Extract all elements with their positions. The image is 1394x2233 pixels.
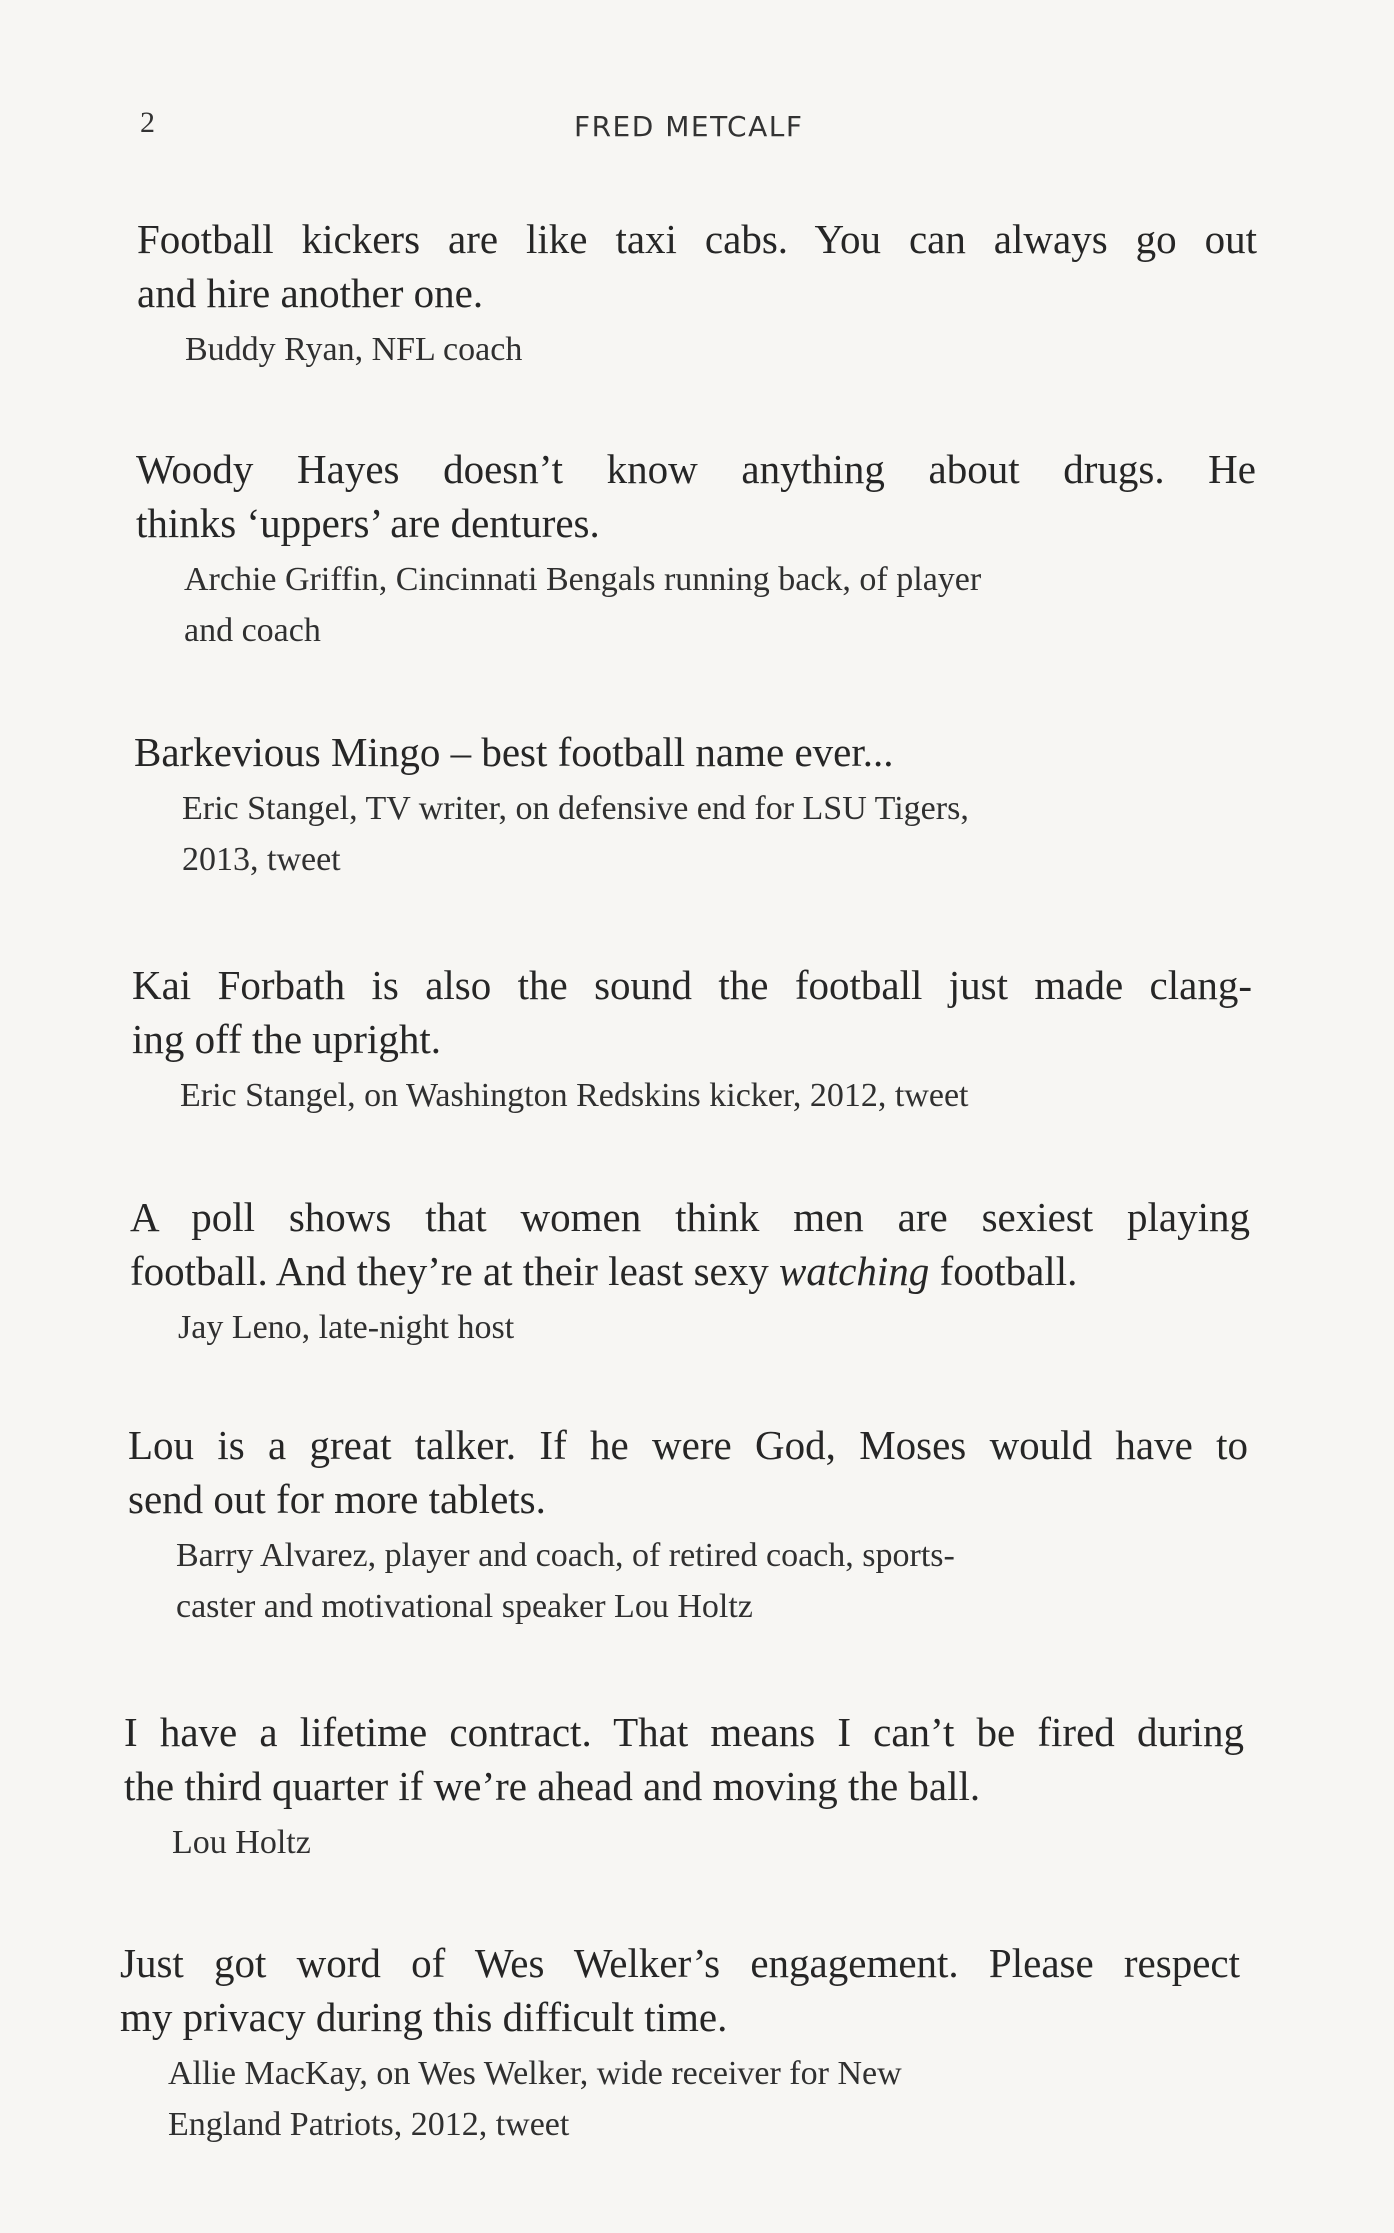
quote-attribution xyxy=(168,2048,1240,2150)
quote-line: A poll shows that women think men are sexiest playing xyxy=(130,1194,1250,1240)
quote-line: send out for more tablets. xyxy=(128,1476,546,1522)
attribution-line: Lou Holtz xyxy=(172,1824,311,1861)
quote-attribution xyxy=(182,783,1254,885)
attribution-line: Jay Leno, late-night host xyxy=(178,1309,515,1346)
quote-entry xyxy=(137,212,1257,375)
quote-entry xyxy=(124,1705,1244,1868)
attribution-line: England Patriots, 2012, tweet xyxy=(168,2106,570,2143)
quote-text xyxy=(130,1190,1250,1298)
quote-attribution xyxy=(176,1530,1248,1632)
attribution-line: Eric Stangel, on Washington Redskins kicker, 2012, tweet xyxy=(180,1077,969,1114)
attribution-line: Archie Griffin, Cincinnati Bengals running back, of player xyxy=(184,561,982,598)
quote-entry xyxy=(120,1936,1240,2150)
quote-line: Woody Hayes doesn’t know anything about drugs. He xyxy=(136,446,1256,492)
quote-text xyxy=(134,725,1254,779)
quote-line: Just got word of Wes Welker’s engagement. Please respect xyxy=(120,1940,1240,1986)
quote-line: thinks ‘uppers’ are dentures. xyxy=(136,500,600,546)
quote-attribution xyxy=(185,324,1257,375)
quote-line: ing off the upright. xyxy=(132,1016,441,1062)
quote-text xyxy=(120,1936,1240,2044)
quote-line: and hire another one. xyxy=(137,270,484,316)
quote-text xyxy=(128,1418,1248,1526)
attribution-line: 2013, tweet xyxy=(182,841,341,878)
quote-line xyxy=(130,1244,1250,1298)
quote-entry xyxy=(132,958,1252,1121)
page-number: 2 xyxy=(140,106,155,139)
quote-attribution xyxy=(178,1302,1250,1353)
quote-entry xyxy=(130,1190,1250,1353)
quote-attribution xyxy=(180,1070,1252,1121)
attribution-line: Allie MacKay, on Wes Welker, wide receiver for New xyxy=(168,2055,902,2092)
quote-line: Barkevious Mingo – best football name ever... xyxy=(134,729,894,775)
quote-entry xyxy=(134,725,1254,885)
quote-entry xyxy=(136,442,1256,656)
quote-line-part: football. xyxy=(929,1248,1078,1294)
quote-line: I have a lifetime contract. That means I can’t be fired during xyxy=(124,1709,1244,1755)
quote-line: Football kickers are like taxi cabs. You can always go out xyxy=(137,216,1257,262)
quote-line-part: football. And they’re at their least sexy xyxy=(130,1248,779,1294)
quote-text xyxy=(136,442,1256,550)
quote-entry xyxy=(128,1418,1248,1632)
attribution-line: Buddy Ryan, NFL coach xyxy=(185,331,523,368)
quote-attribution xyxy=(172,1817,1244,1868)
quote-text xyxy=(132,958,1252,1066)
quote-text xyxy=(137,212,1257,320)
quote-emphasis: watching xyxy=(778,1248,930,1294)
attribution-line: and coach xyxy=(184,612,321,649)
attribution-line: caster and motivational speaker Lou Holtz xyxy=(176,1588,753,1625)
quote-attribution xyxy=(184,554,1256,656)
running-head: FRED METCALF xyxy=(574,110,804,143)
quote-line: the third quarter if we’re ahead and moving the ball. xyxy=(124,1763,981,1809)
attribution-line: Barry Alvarez, player and coach, of retired coach, sports- xyxy=(176,1537,955,1574)
quote-line: my privacy during this difficult time. xyxy=(120,1994,728,2040)
quote-line: Kai Forbath is also the sound the football just made clang- xyxy=(132,962,1252,1008)
attribution-line: Eric Stangel, TV writer, on defensive end for LSU Tigers, xyxy=(182,790,969,827)
quote-line: Lou is a great talker. If he were God, Moses would have to xyxy=(128,1422,1248,1468)
quote-text xyxy=(124,1705,1244,1813)
